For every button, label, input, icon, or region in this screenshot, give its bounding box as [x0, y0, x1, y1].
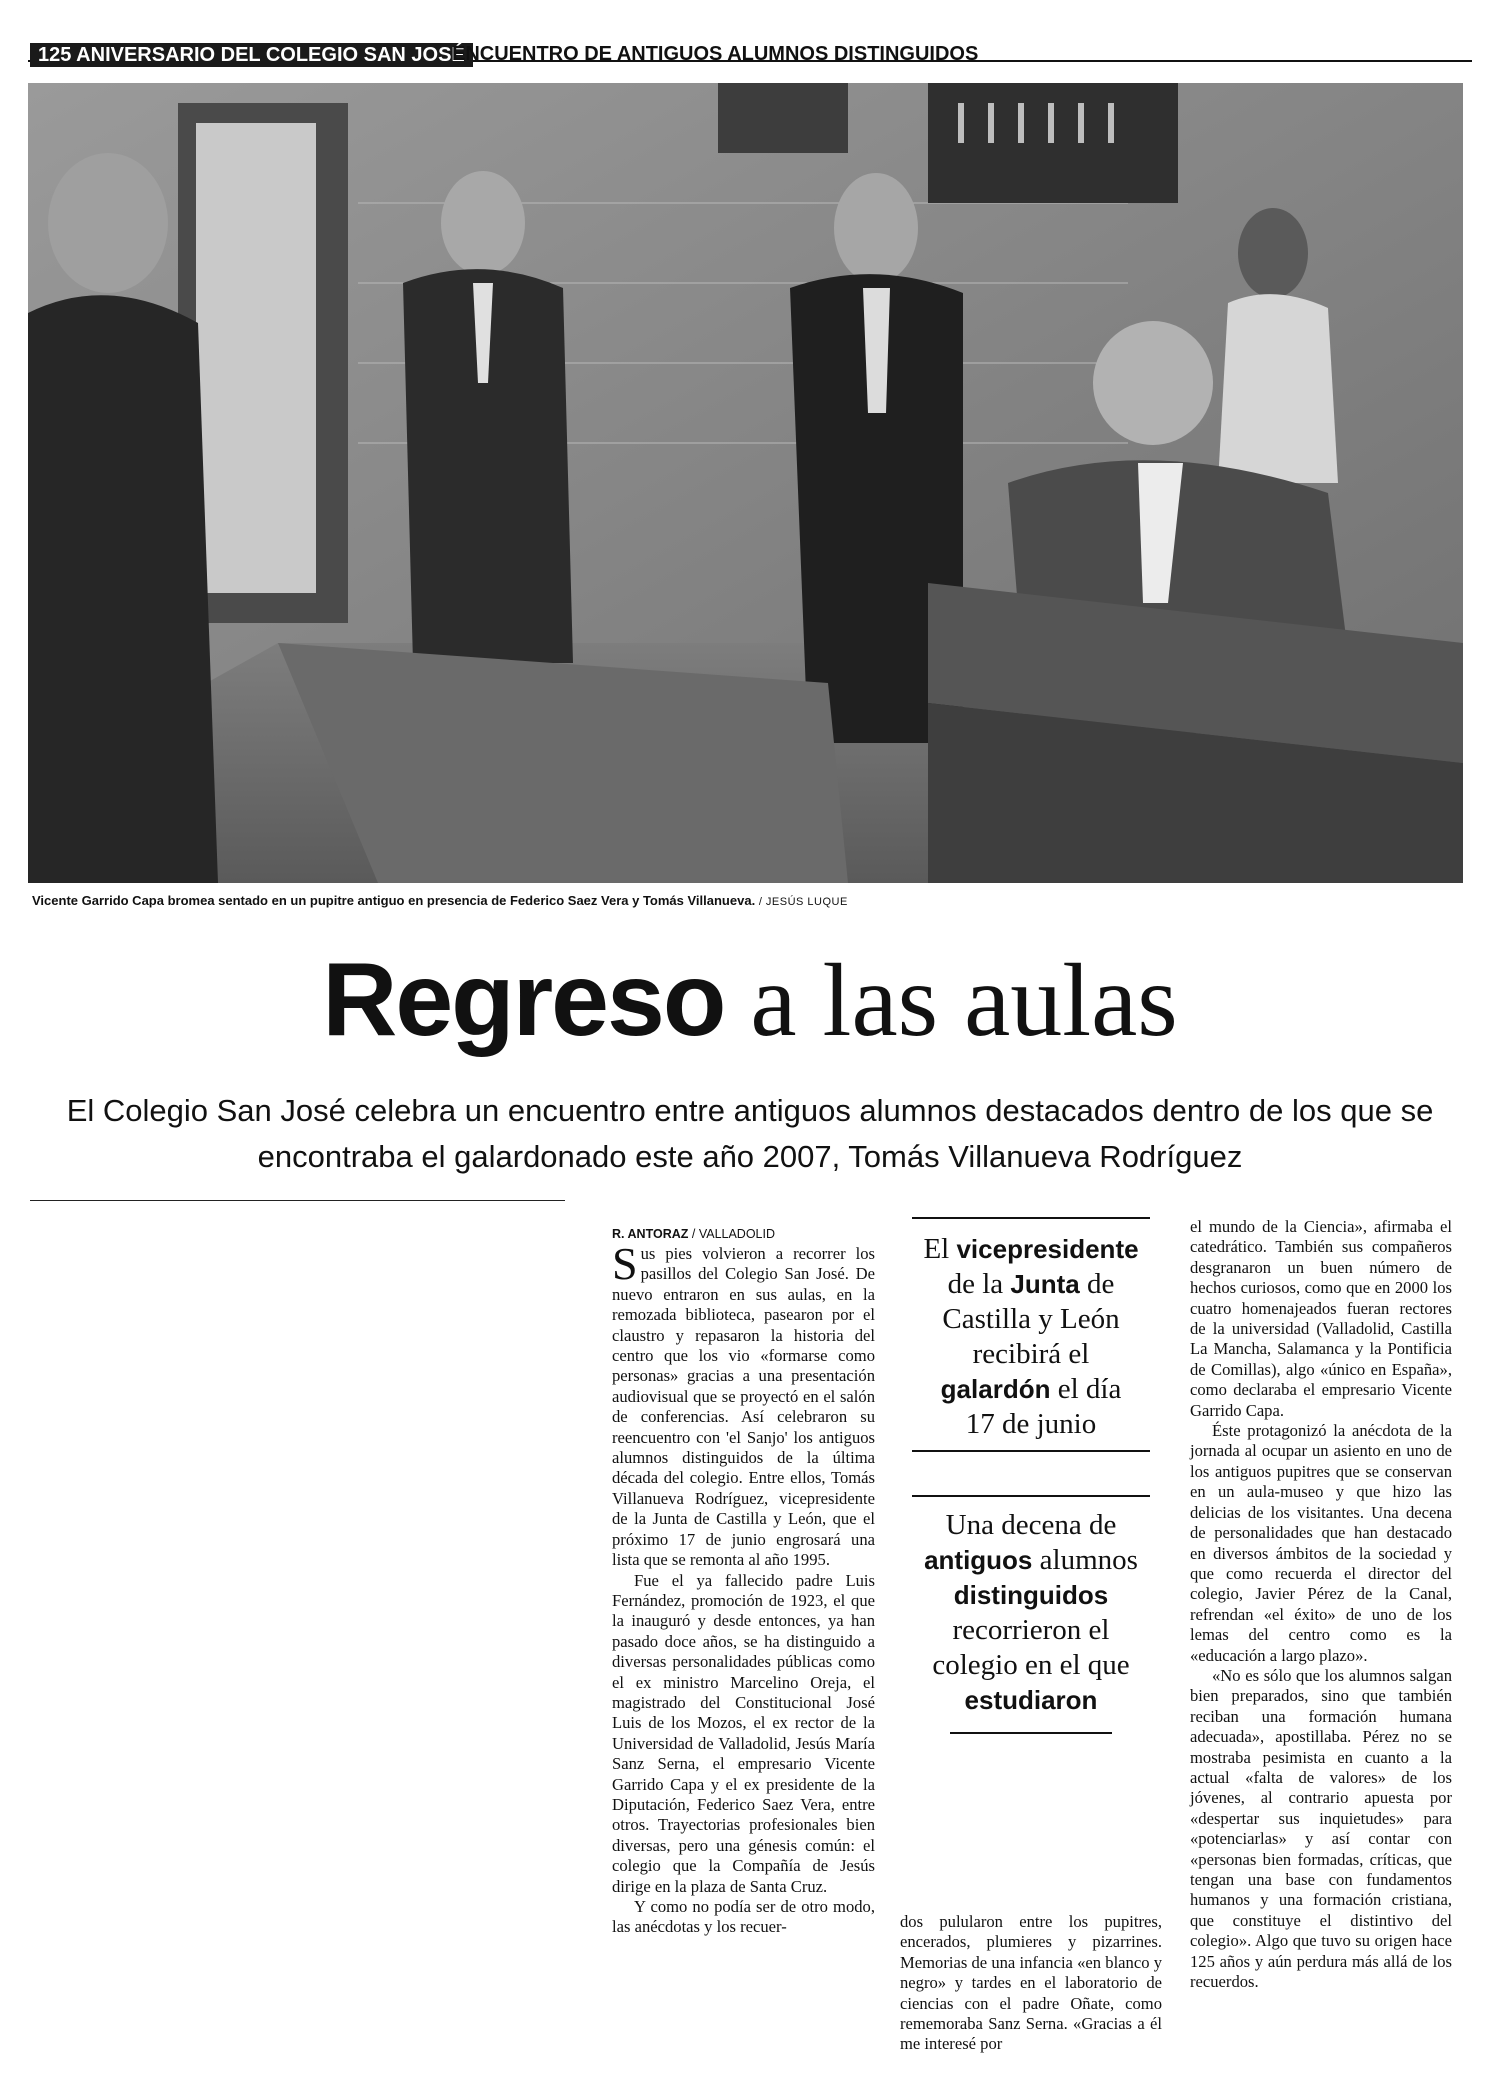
headline-bold: Regreso: [322, 942, 725, 1058]
paragraph: Y como no podía ser de otro modo, las anécdotas y los recuer-: [612, 1897, 875, 1937]
body-column-3: [1190, 1217, 1452, 1992]
paragraph-text: us pies volvieron a recorrer los pasillos del Colegio San José. De nuevo entraron en sus aulas, en la remozada biblioteca, pasearon por el claustro y repasaron la historia del centro que los vio «formarse como personas» gracias a una presentación audiovisual que se proyectó en el salón de conferencias. Así celebraron su reencuentro con 'el Sanjo' los antiguos alumnos distinguidos de la última década del colegio. Entre ellos, Tomás Villanueva Rodríguez, vicepresidente de la Junta de Castilla y León, que el próximo 17 de junio engrosará una lista que se remonta al año 1995.: [612, 1244, 875, 1570]
paragraph: dos pulularon entre los pupitres, encerados, plumieres y pizarrines. Memorias de una infancia «en blanco y negro» y tardes en el laboratorio de ciencias con el padre Oñate, como rememoraba Sanz Serna. «Gracias a él me interesé por: [900, 1912, 1162, 2054]
topic-label: ENCUENTRO DE ANTIGUOS ALUMNOS DISTINGUIDOS: [452, 43, 979, 65]
pullquote-rule-bottom: [950, 1732, 1112, 1734]
photo-credit: / JESÚS LUQUE: [758, 896, 848, 908]
paragraph: «No es sólo que los alumnos salgan bien preparados, sino que también reciban una formación humana adecuada», apostillaba. Pérez no se mostraba pesimista en cuanto a la actual «falta de valores» de los jóvenes, al contrario apuesta por «despertar sus inquietudes» para «potenciarlas» y así contar con «personas bien formadas, críticas, que tengan una base con fundamentos humanos y una formación cristiana, que constituye el distintivo del colegio». Algo que tuvo su origen hace 125 años y aún perdura más allá de los recuerdos.: [1190, 1665, 1452, 1992]
body-column-2: [900, 1912, 1162, 2055]
section-label: 125 ANIVERSARIO DEL COLEGIO SAN JOSÉ: [30, 43, 473, 67]
headline-rest: a las aulas: [750, 943, 1178, 1058]
drop-cap: S: [612, 1238, 638, 1289]
paragraph: [612, 1238, 875, 1571]
byline: [612, 1227, 875, 1241]
pullquote-1: El vicepresidente de la Junta de Castilla y León recibirá el galardón el día 17 de junio: [923, 1233, 1139, 1440]
pullquote-rule-top: [912, 1217, 1150, 1219]
headline: [0, 940, 1500, 1061]
photo-caption: [32, 893, 1132, 910]
caption-text: Vicente Garrido Capa bromea sentado en un pupitre antiguo en presencia de Federico Saez Vera y Tomás Villanueva.: [32, 893, 756, 908]
news-photo: [28, 83, 1463, 883]
subtitle: El Colegio San José celebra un encuentro entre antiguos alumnos destacados dentro de los que se encontraba el galardonado este año 2007, Tomás Villanueva Rodríguez: [66, 1093, 1434, 1174]
byline-author: R. ANTORAZ: [612, 1227, 689, 1241]
body-column-1: [612, 1238, 875, 1938]
pullquote-rule-bottom: [912, 1450, 1150, 1452]
divider-rule: [30, 1200, 565, 1201]
paragraph: Éste protagonizó la anécdota de la jornada al ocupar un asiento en uno de los antiguos pupitres que se conservan en un aula-museo y que hizo las delicias de los visitantes. Una decena de personalidades que han destacado en diversos ámbitos de la sociedad y que como recuerda el director del colegio, Javier Pérez de la Canal, refrendan «el éxito» de uno de los lemas del centro como es la «educación a largo plazo».: [1190, 1421, 1452, 1665]
paragraph: Fue el ya fallecido padre Luis Fernández, promoción de 1923, el que la inauguró y desde entonces, ya han pasado doce años, se ha distinguido a diversas personalidades públicas como el ex ministro Marcelino Oreja, el magistrado del Constitucional José Luis de los Mozos, el ex rector de la Universidad de Valladolid, Jesús María Sanz Serna, el empresario Vicente Garrido Capa y el ex presidente de la Diputación, Federico Saez Vera, entre otros. Trayectorias profesionales bien diversas, pero una génesis común: el colegio que la Compañía de Jesús dirige en la plaza de Santa Cruz.: [612, 1570, 875, 1896]
pullquote-rule-top: [912, 1495, 1150, 1497]
paragraph: el mundo de la Ciencia», afirmaba el catedrático. También sus compañeros desgranaron un buen número de hechos curiosos, como que en 2000 los cuatro homenajeados fueran rectores de la universidad (Valladolid, Castilla La Mancha, Salamanca y la Pontificia de Comillas), algo «único en España», como declaraba el empresario Vicente Garrido Capa.: [1190, 1217, 1452, 1420]
pullquote-2: Una decena de antiguos alumnos distinguidos recorrieron el colegio en el que estudiaron: [924, 1509, 1138, 1715]
byline-place: / VALLADOLID: [691, 1227, 776, 1241]
